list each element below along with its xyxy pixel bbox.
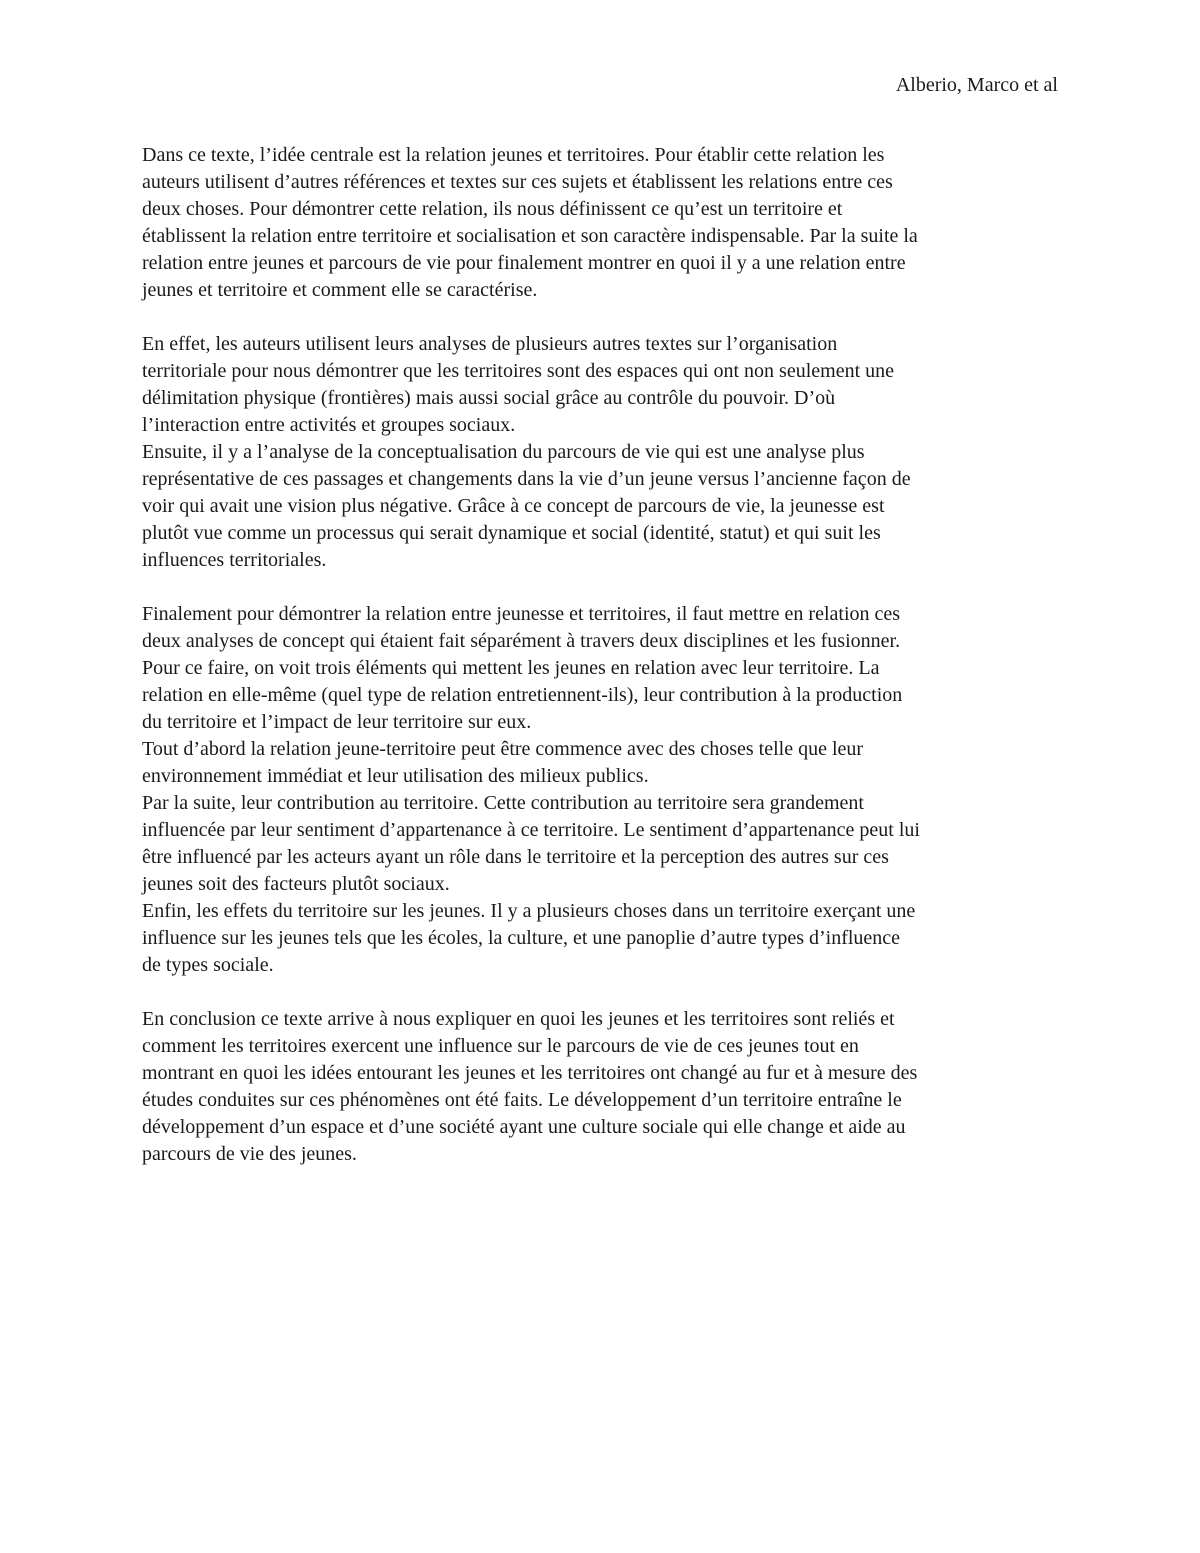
text-line: influence sur les jeunes tels que les écoles, la culture, et une panoplie d’autre types d’influence <box>142 927 901 949</box>
paragraph-contribution <box>142 790 1064 898</box>
text-line: Dans ce texte, l’idée centrale est la relation jeunes et territoires. Pour établir cette relation les <box>142 144 885 166</box>
text-line: plutôt vue comme un processus qui serait dynamique et social (identité, statut) et qui suit les <box>142 522 881 544</box>
text-line: deux analyses de concept qui étaient fait séparément à travers deux disciplines et les fusionner. <box>142 630 901 652</box>
text-line: En effet, les auteurs utilisent leurs analyses de plusieurs autres textes sur l’organisation <box>142 333 838 355</box>
text-line: relation entre jeunes et parcours de vie pour finalement montrer en quoi il y a une relation entre <box>142 252 906 274</box>
text-line: comment les territoires exercent une influence sur le parcours de vie de ces jeunes tout en <box>142 1035 859 1057</box>
text-line: de types sociale. <box>142 954 274 976</box>
text-line: Par la suite, leur contribution au territoire. Cette contribution au territoire sera grandement <box>142 792 864 814</box>
paragraph-life-course <box>142 439 1064 574</box>
text-line: Ensuite, il y a l’analyse de la conceptualisation du parcours de vie qui est une analyse plus <box>142 441 865 463</box>
document-body <box>142 142 1064 1168</box>
text-line: du territoire et l’impact de leur territoire sur eux. <box>142 711 532 733</box>
text-line: influencée par leur sentiment d’appartenance à ce territoire. Le sentiment d’appartenance peut lui <box>142 819 920 841</box>
text-line: parcours de vie des jeunes. <box>142 1143 357 1165</box>
text-line: voir qui avait une vision plus négative. Grâce à ce concept de parcours de vie, la jeunesse est <box>142 495 885 517</box>
text-line: influences territoriales. <box>142 549 327 571</box>
text-line: délimitation physique (frontières) mais aussi social grâce au contrôle du pouvoir. D’où <box>142 387 836 409</box>
text-line: l’interaction entre activités et groupes sociaux. <box>142 414 516 436</box>
text-line: représentative de ces passages et changements dans la vie d’un jeune versus l’ancienne façon de <box>142 468 911 490</box>
text-line: relation en elle-même (quel type de relation entretiennent-ils), leur contribution à la production <box>142 684 903 706</box>
text-line: développement d’un espace et d’une société ayant une culture sociale qui elle change et aide au <box>142 1116 906 1138</box>
text-line: deux choses. Pour démontrer cette relation, ils nous définissent ce qu’est un territoire et <box>142 198 843 220</box>
paragraph-relation <box>142 736 1064 790</box>
running-header-author: Alberio, Marco et al <box>895 74 1058 96</box>
text-line: auteurs utilisent d’autres références et textes sur ces sujets et établissent les relations entre ces <box>142 171 893 193</box>
text-line: environnement immédiat et leur utilisation des milieux publics. <box>142 765 649 787</box>
paragraph-introduction <box>142 142 1064 304</box>
paragraph-effects <box>142 898 1064 979</box>
text-line: jeunes et territoire et comment elle se caractérise. <box>142 279 538 301</box>
paragraph-territorial-analysis <box>142 331 1064 439</box>
text-line: jeunes soit des facteurs plutôt sociaux. <box>142 873 450 895</box>
text-line: montrant en quoi les idées entourant les jeunes et les territoires ont changé au fur et à mesure des <box>142 1062 918 1084</box>
paragraph-three-elements <box>142 601 1064 736</box>
text-line: Tout d’abord la relation jeune-territoire peut être commence avec des choses telle que leur <box>142 738 864 760</box>
text-line: territoriale pour nous démontrer que les territoires sont des espaces qui ont non seulement une <box>142 360 895 382</box>
text-line: études conduites sur ces phénomènes ont été faits. Le développement d’un territoire entraîne le <box>142 1089 902 1111</box>
text-line: Enfin, les effets du territoire sur les jeunes. Il y a plusieurs choses dans un territoire exerçant une <box>142 900 916 922</box>
text-line: établissent la relation entre territoire et socialisation et son caractère indispensable. Par la suite la <box>142 225 918 247</box>
text-line: En conclusion ce texte arrive à nous expliquer en quoi les jeunes et les territoires sont reliés et <box>142 1008 895 1030</box>
text-line: être influencé par les acteurs ayant un rôle dans le territoire et la perception des autres sur ces <box>142 846 889 868</box>
text-line: Pour ce faire, on voit trois éléments qui mettent les jeunes en relation avec leur territoire. La <box>142 657 880 679</box>
text-line: Finalement pour démontrer la relation entre jeunesse et territoires, il faut mettre en relation ces <box>142 603 901 625</box>
paragraph-conclusion <box>142 1006 1064 1168</box>
